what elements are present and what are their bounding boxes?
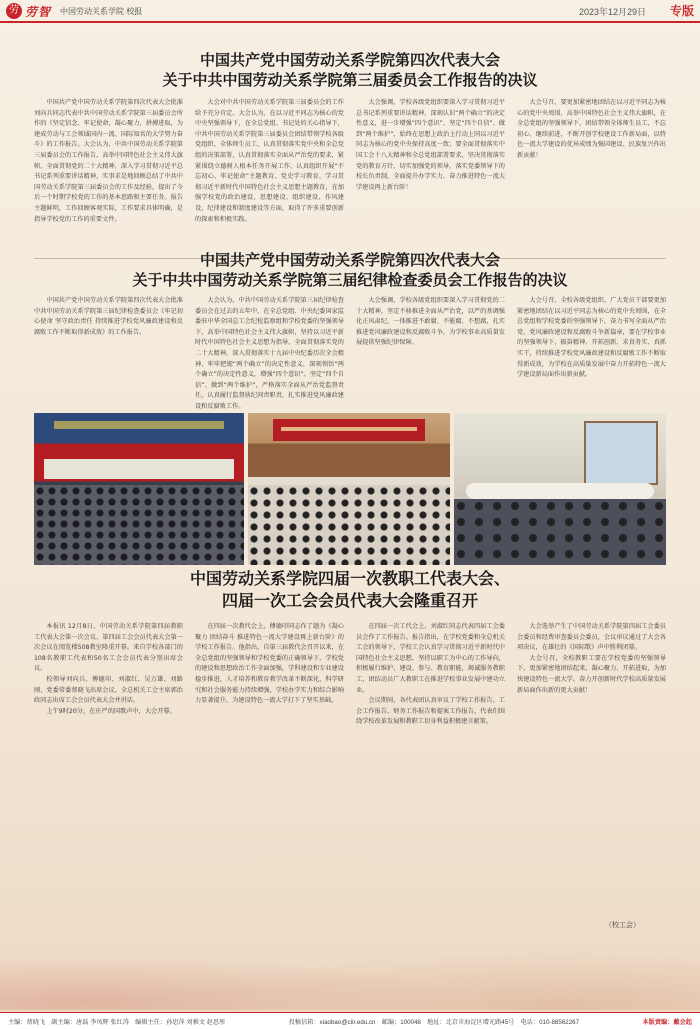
article2-column [517, 296, 666, 404]
paper-name: 中国劳动关系学院 校报 [60, 7, 143, 16]
article3-headline [0, 568, 700, 612]
photo-window [584, 421, 658, 485]
photo-congress-hall [34, 413, 244, 565]
article2-paragraph: 大会认为，中共中国劳动关系学院第三届纪律检查委员会在过去的五年中，在全总党组、中央纪委国家监委驻中华全国总工会纪检监察组和学校党委的坚强领导下，高举中国特色社会主义伟大旗帜，坚持以习近平新时代中国特色社会主义思想为指导，全面贯彻落实党的二十大精神，深入贯彻落实十九届中央纪委历次全会精神，牢牢把握“两个确立”的决定性意义，深刻领悟“两个确立”的决定性意义，增强“四个意识”、坚定“四个自信”、做到“两个维护”，严格落实全面从严治党监督责任，认真履行监督执纪问责职责，扎实推进党风廉政建设和反腐败工作。 [195, 297, 344, 410]
masthead-brand: 劳智 [25, 5, 52, 19]
photo-conference-room [248, 413, 450, 565]
photo-screen [273, 419, 425, 441]
photo-banner [54, 421, 224, 429]
photo-attendees [248, 485, 450, 565]
article2-paragraph: 大会强调，学校各级党组织要深入学习贯彻党的二十大精神，坚定不移推进全面从严治党，以严的基调强化正风肃纪，一体推进不敢腐、不能腐、不想腐，扎实推进党风廉政建设和反腐败斗争，为学校事业高质量发展提供坚强纪律保障。 [356, 297, 505, 347]
article2-title-line2: 关于中共中国劳动关系学院第三届纪律检查委员会工作报告的决议 [132, 271, 568, 289]
photo-table [466, 483, 654, 499]
footer-duty-editor: 本版责编：戴会起 [642, 1018, 692, 1026]
photo-stage [44, 459, 234, 479]
article3-title-line1: 中国劳动关系学院四届一次教职工代表大会、 [189, 569, 510, 588]
article3-paragraph: 上午9时20分，在庄严的国歌声中，大会开幕。 [46, 707, 176, 715]
article1-paragraph: 中国共产党中国劳动关系学院第四次代表大会批准刘向兵同志代表中共中国劳动关系学院第三届委员会所作的《坚定信念、牢记使命，凝心聚力，拼搏进取，为建成劳动与工会领域国内一流、国际知名的大学努力奋斗》的工作报告。大会认为，中共中国劳动关系学院第三届委员会的工作报告，高举中国特色社会主义伟大旗帜，全面贯彻党的二十大精神，深入学习贯彻习近平总书记系列重要讲话精神，实事求是地回顾总结了中共中国劳动关系学院第三届委员会的工作及经验，提出了今后一个时期学校党的工作的基本思路和主要任务。报告主题鲜明，工作回顾客观实际，工作要求具体明确，是指导学校党的工作的重要文件。 [34, 99, 183, 223]
article3-paragraph: 本报讯 12月8日，中国劳动关系学院第四届教职工代表大会第一次会议、第四届工会会员代表大会第一次会议在阅览楼508教室隆重开幕。来自学校各部门的108名教职工代表和50名工会会员代表分别出席会议。 [34, 623, 183, 673]
footer-contact: 投稿信箱：xiaobao@ciir.edu.cn 邮编：100048 地址：北京市海淀区增光路45号 电话：010-88562267 [288, 1018, 580, 1026]
article2-title-line1: 中国共产党中国劳动关系学院第四次代表大会 [199, 251, 500, 269]
article1-title-line2: 关于中共中国劳动关系学院第三届委员会工作报告的决议 [162, 71, 538, 89]
article3-paragraph: 在四届一次工代会上，刘淑红同志代表四届工会委员会作了工作报告。报告指出，在学校党委和全总机关工会的领导下，学校工会认真学习贯彻习近平新时代中国特色社会主义思想，坚持以职工为中心的工作导向，积极履行维护、建设、参与、教育职能，竭诚服务教职工，团结动员广大教职工在推进学校事业发展中建功立业。 [356, 623, 505, 694]
photo-participants [454, 499, 666, 565]
article3-body [34, 622, 666, 922]
article1-column [356, 98, 505, 258]
article2-column [34, 296, 183, 404]
section-tag: 专版 [669, 4, 694, 18]
article3-paragraph: 大会号召，全校教职工要在学校党委的坚强领导下，更加紧密地团结起来，凝心聚力、开拓进取，为加快建设特色一流大学、奋力开创新时代学校高质量发展新局面作出新的更大贡献！ [517, 654, 666, 694]
photo-audience [34, 485, 244, 565]
article3-column [356, 622, 505, 922]
article3-signature: （校工会） [605, 921, 640, 929]
article1-column [195, 98, 344, 258]
footer [0, 1012, 700, 1029]
article3-column [517, 622, 666, 922]
footer-editors: 主编：蔡晓飞 副主编：唐磊 李凤辉 张红涛 编辑主任：孙思萍 刘雅文 赵思彤 [8, 1018, 226, 1026]
masthead [0, 0, 700, 22]
article3-column [34, 622, 183, 922]
article1-paragraph: 大会强调，学校各级党组织要深入学习贯彻习近平总书记系列重要讲话精神，深刻认识“两个确立”的决定性意义，进一步增强“四个意识”、坚定“四个自信”、做到“两个维护”，始终在思想上政治上行动上同以习近平同志为核心的党中央保持高度一致；要全面贯彻落实中国工会十八大精神和全总党组部署要求，坚决贯彻落实党的教育方针，切实加强党的领导，落实党委领导下的校长负责制，全面提升办学实力，奋力推进特色一流大学建设再上新台阶！ [356, 99, 505, 191]
school-logo: 劳 [6, 3, 22, 19]
article3-column [195, 622, 344, 922]
masthead-rule [0, 21, 700, 23]
decorative-clouds [0, 930, 700, 1010]
article2-body [34, 296, 666, 410]
article1-body [34, 98, 666, 258]
article1-title-line1: 中国共产党中国劳动关系学院第四次代表大会 [199, 51, 500, 69]
article3-paragraph: 大会选举产生了中国劳动关系学院第四届工会委员会委员和经费审查委员会委员，会议审议通过了大会各项决议，在雄壮的《国际歌》声中胜利闭幕。 [517, 623, 666, 652]
issue-date: 2023年12月29日 [578, 7, 646, 17]
article3-paragraph: 会议期间，各代表团认真审议了学校工作报告、工会工作报告、财务工作报告和提案工作报告，代表们围绕学校改革发展和教职工切身利益积极建言献策。 [356, 697, 505, 726]
article3-title-line2: 四届一次工会会员代表大会隆重召开 [221, 591, 478, 610]
article1-paragraph: 大会对中共中国劳动关系学院第三届委员会的工作给予充分肯定。大会认为，在以习近平同志为核心的党中央坚强领导下，在全总党组、书记处的关心指导下，中共中国劳动关系学院第三届委员会团结带领学校各级党组织、全体师生员工，认真贯彻落实党中央和全总党组的决策部署，认真贯彻落实全面从严治党的要求，紧紧围绕立德树人根本任务开展工作，认真组织开展“不忘初心、牢记使命”主题教育、党史学习教育、学习贯彻习近平新时代中国特色社会主义思想主题教育，在加强学校党的政治建设、思想建设、组织建设、作风建设、纪律建设和制度建设等方面，取得了许多重要创新的探索和积极实践。 [195, 99, 344, 223]
article3-paragraph: 校领导刘向兵、傅德印、刘淑红、吴万雄、刘路刚、党委常委蔡晓飞出席会议，全总机关工会主席郭治政同志出席工会会员代表大会并讲话。 [34, 675, 183, 705]
article1-column [34, 98, 183, 258]
article1-paragraph: 大会号召，要更加紧密地团结在以习近平同志为核心的党中央周围，高举中国特色社会主义伟大旗帜，在全总党组的坚强领导下，团结带领全体师生员工，不忘初心、继续前进，不断开创学校建设工作新局面，以特色一流大学建设的优异成绩为强国建设、民族复兴作出新贡献！ [517, 99, 666, 159]
article2-paragraph: 大会号召，全校各级党组织、广大党员干部要更加紧密地团结在以习近平同志为核心的党中央周围，在全总党组和学校党委的坚强领导下，奋力书写全面从严治党、党风廉政建设和反腐败斗争新篇章，要在学校事业的坚强领导下，振奋精神、开拓创新、求真务实、真抓实干，持续推进学校党风廉政建设和反腐败工作不断取得新成效，为学校在高质量发展中奋力开拓特色一流大学建设新局面作出新贡献。 [517, 297, 666, 379]
article2-paragraph: 中国共产党中国劳动关系学院第四次代表大会批准中共中国劳动关系学院第三届纪律检查委员会《牢记初心使命 坚守政治责任 持续推进学校党风廉政建设和反腐败工作不断取得新成效》的工作报告。 [34, 297, 183, 336]
article2-headline [0, 250, 700, 290]
article2-column [356, 296, 505, 404]
article3-paragraph: 在四届一次教代会上，傅德印同志作了题为《凝心聚力 团结奋斗 推进特色一流大学建设再上新台阶》的学校工作报告。他指出，自第三届教代会召开以来，在全总党组的坚强领导和学校党委的正确领导下，学校党的建设和思想政治工作全面加强，学科建设和专业建设稳步推进，人才培养和教育教学改革不断深化，科学研究和社会服务能力持续增强，学校办学实力和综合影响力显著提升，为建设特色一流大学打下了坚实基础。 [195, 623, 344, 705]
article2-column [195, 296, 344, 410]
photo-group-discussion [454, 413, 666, 565]
article1-column [517, 98, 666, 258]
article1-headline [0, 50, 700, 90]
